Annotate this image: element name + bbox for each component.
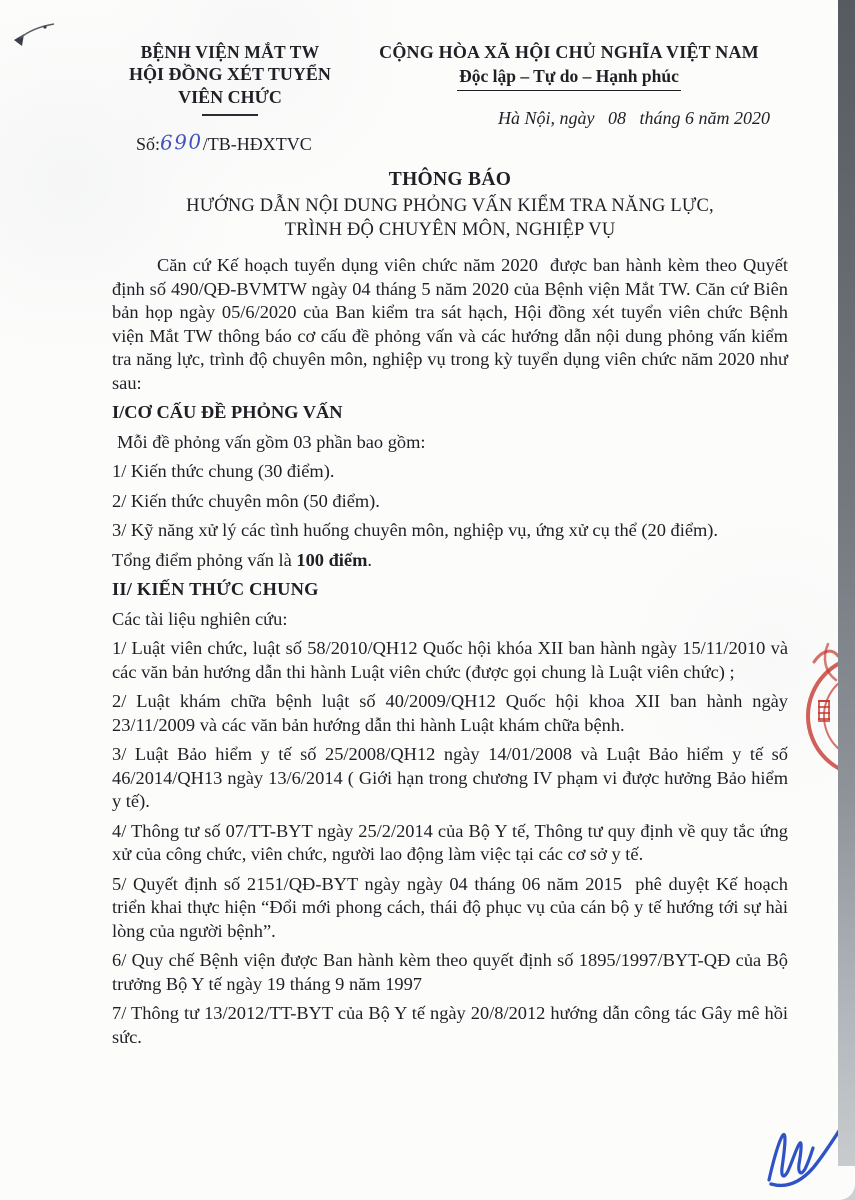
national-header-block — [348, 42, 790, 129]
section1-item: 2/ Kiến thức chuyên môn (50 điểm). — [112, 490, 380, 511]
stamp-outer-ring — [806, 654, 838, 778]
section1-item: 3/ Kỹ năng xử lý các tình huống chuyên môn, nghiệp vụ, ứng xử cụ thể (20 điểm). — [112, 520, 719, 540]
document-number-handwritten: 690 — [159, 129, 204, 155]
national-motto: Độc lập – Tự do – Hạnh phúc — [457, 66, 681, 91]
document-title: THÔNG BÁO — [388, 169, 512, 190]
intro-paragraph: Căn cứ Kế hoạch tuyển dụng viên chức năm 2020 được ban hành kèm theo Quyết định số 490/QĐ-BVMTW ngày 04 tháng 5 năm 2020 của Bệnh viện Mắt TW. Căn cứ Biên bản họp ngày 05/6/2020 của Ban kiểm tra sát hạch, Hội đồng xét tuyển viên chức Bệnh viện Mắt TW thông báo cơ cấu đề phỏng vấn và các hướng dẫn nội dung phỏng vấn kiểm tra năng lực, trình độ chuyên môn, nghiệp vụ trong kỳ tuyển dụng viên chức năm 2020 như sau: — [112, 255, 793, 393]
document-subtitle-line1: HƯỚNG DẪN NỘI DUNG PHỎNG VẤN KIỂM TRA NĂNG LỰC, — [186, 196, 714, 216]
stamp-scribble-mark — [798, 640, 838, 790]
stamp-inner-ring — [823, 671, 838, 761]
corner-pen-mark — [8, 14, 60, 56]
section1-intro: Mỗi đề phỏng vấn gồm 03 phần bao gồm: — [117, 431, 426, 452]
section2-heading: II/ KIẾN THỨC CHUNG — [112, 579, 319, 599]
total-suffix: . — [367, 549, 373, 570]
org-underline-rule — [202, 114, 258, 116]
stamp-text-glyph — [818, 700, 830, 722]
section1-total-line — [112, 549, 788, 573]
section2-intro: Các tài liệu nghiên cứu: — [112, 608, 288, 629]
document-number-suffix: /TB-HĐXTVC — [202, 134, 312, 154]
reference-item: 4/ Thông tư số 07/TT-BYT ngày 25/2/2014 của Bộ Y tế, Thông tư quy định về quy tắc ứng xử của công chức, viên chức, người lao động làm việc tại các cơ sở y tế. — [112, 820, 788, 864]
reference-item: 5/ Quyết định số 2151/QĐ-BYT ngày ngày 04 tháng 06 năm 2015 phê duyệt Kế hoạch triển khai thực hiện “Đổi mới phong cách, thái độ phục vụ của cán bộ y tế hướng tới sự hài lòng của người bệnh”. — [112, 873, 793, 941]
total-points-bold: 100 điểm — [296, 549, 368, 570]
scan-edge-strip — [838, 0, 855, 1200]
section1-item: 1/ Kiến thức chung (30 điểm). — [112, 461, 335, 481]
org-name-line3: VIÊN CHỨC — [178, 87, 282, 107]
national-title: CỘNG HÒA XÃ HỘI CHỦ NGHĨA VIỆT NAM — [379, 42, 759, 62]
issuing-org-block — [108, 42, 352, 155]
reference-item: 6/ Quy chế Bệnh viện được Ban hành kèm theo quyết định số 1895/1997/BYT-QĐ của Bộ trưởng Bộ Y tế ngày 19 tháng 9 năm 1997 — [112, 950, 788, 994]
reference-item: 7/ Thông tư 13/2012/TT-BYT của Bộ Y tế ngày 20/8/2012 hướng dẫn công tác Gây mê hồi sức. — [112, 1003, 788, 1047]
red-stamp-fragment — [798, 640, 838, 790]
total-prefix: Tổng điểm phỏng vấn là — [112, 549, 297, 570]
place-date-line: Hà Nội, ngày 08 tháng 6 năm 2020 — [498, 108, 770, 128]
document-title-block — [60, 169, 840, 242]
reference-item: 2/ Luật khám chữa bệnh luật số 40/2009/QH12 Quốc hội khoa XII ban hành ngày 23/11/2009 và các văn bản hướng dẫn thi hành Luật khám chữa bệnh. — [112, 691, 788, 735]
document-number — [108, 131, 352, 155]
org-name-line2: HỘI ĐỒNG XÉT TUYỂN — [129, 64, 331, 84]
document-body — [112, 254, 793, 1055]
reference-item: 3/ Luật Bảo hiểm y tế số 25/2008/QH12 ngày 14/01/2008 và Luật Bảo hiểm y tế số 46/2014/QH13 ngày 13/6/2014 ( Giới hạn trong chương IV phạm vi được hưởng Bảo hiểm y tế). — [112, 744, 788, 811]
document-subtitle-line2: TRÌNH ĐỘ CHUYÊN MÔN, NGHIỆP VỤ — [284, 220, 616, 240]
section1-heading: I/CƠ CẤU ĐỀ PHỎNG VẤN — [112, 402, 343, 422]
document-number-label: Số: — [136, 134, 161, 154]
org-name-line1: BỆNH VIỆN MẮT TW — [140, 42, 320, 62]
reference-item: 1/ Luật viên chức, luật số 58/2010/QH12 Quốc hội khóa XII ban hành ngày 15/11/2010 và các văn bản hướng dẫn thi hành Luật viên chức (được gọi chung là Luật viên chức) ; — [112, 638, 788, 682]
